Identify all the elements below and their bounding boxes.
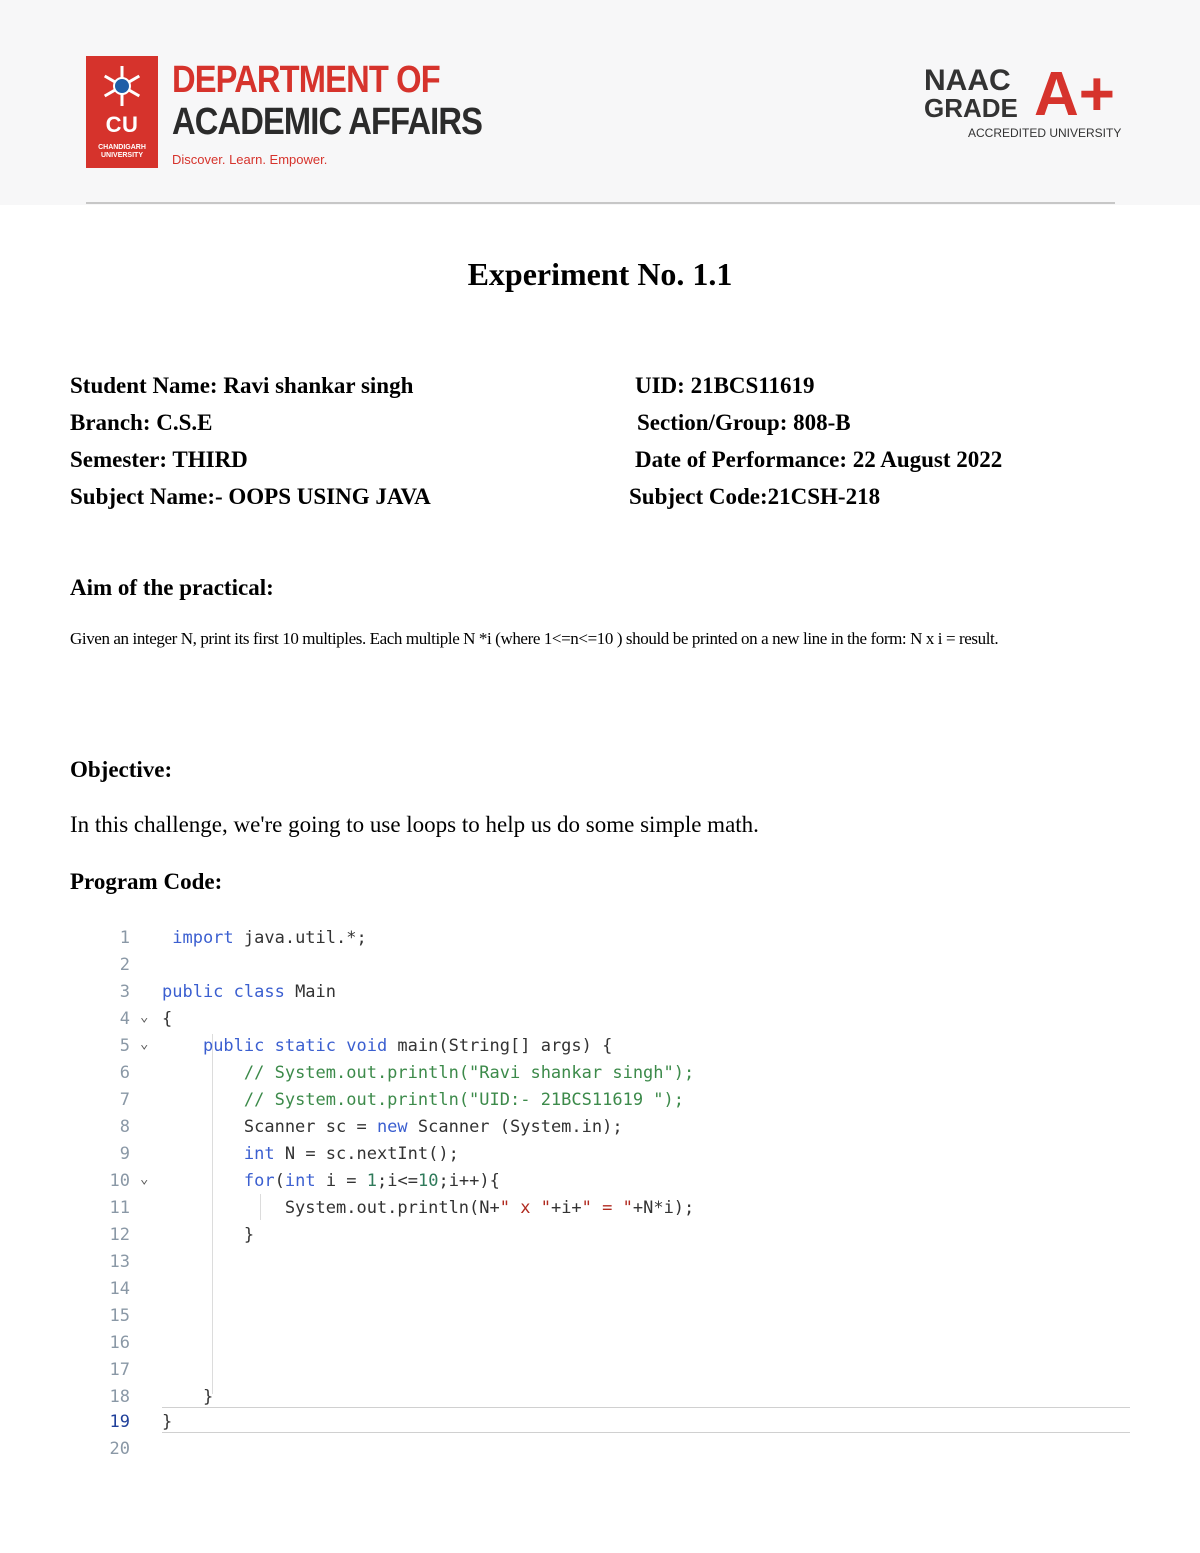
branch: Branch: C.S.E: [70, 410, 213, 435]
department-title-line1: DEPARTMENT OF: [172, 59, 440, 101]
line-number: 1: [119, 928, 130, 948]
department-title-line2: ACADEMIC AFFAIRS: [172, 101, 483, 143]
code-line: [100, 1036, 1130, 1062]
objective-heading: Objective:: [70, 757, 173, 782]
code-line: [100, 1009, 1130, 1035]
tagline: Discover. Learn. Empower.: [172, 152, 328, 167]
code-line: [100, 1439, 1130, 1465]
page-title: Experiment No. 1.1: [467, 256, 733, 292]
code-line: [100, 1279, 1130, 1305]
fold-chevron-icon[interactable]: ⌄: [140, 1171, 149, 1187]
code-text: Scanner sc = new Scanner (System.in);: [162, 1117, 623, 1137]
code-text: int N = sc.nextInt();: [243, 1144, 459, 1164]
line-number: 13: [109, 1252, 130, 1272]
code-text: }: [162, 1412, 173, 1432]
code-line: [100, 1387, 1130, 1413]
line-number: 4: [119, 1009, 130, 1029]
code-line: [100, 1117, 1130, 1143]
line-number: 18: [109, 1387, 130, 1407]
code-line: [100, 1360, 1130, 1386]
code-line: [100, 1225, 1130, 1251]
code-line: [100, 982, 1130, 1008]
code-text: for(int i = 1;i<=10;i++){: [243, 1171, 500, 1191]
grade-label: GRADE: [924, 93, 1018, 123]
code-text: public static void main(String[] args) {: [202, 1036, 613, 1056]
line-number: 15: [109, 1306, 130, 1326]
code-text: import java.util.*;: [162, 928, 367, 948]
line-number: 8: [119, 1117, 130, 1137]
code-text: // System.out.println("UID:- 21BCS11619 ");: [243, 1090, 684, 1110]
subject-code: Subject Code:21CSH-218: [629, 484, 881, 509]
code-line: [100, 1090, 1130, 1116]
code-text: System.out.println(N+" x "+i+" = "+N*i);: [162, 1198, 695, 1218]
student-name: Student Name: Ravi shankar singh: [70, 373, 414, 398]
section-group: Section/Group: 808-B: [637, 410, 851, 435]
line-number: 6: [119, 1063, 130, 1083]
line-number: 20: [109, 1439, 130, 1459]
semester: Semester: THIRD: [70, 447, 248, 472]
line-number: 11: [109, 1198, 130, 1218]
code-line: [100, 928, 1130, 954]
header-divider: [86, 202, 1115, 204]
code-text: {: [162, 1009, 173, 1029]
line-number: 19: [109, 1412, 130, 1432]
objective-text: In this challenge, we're going to use loops to help us do some simple math.: [70, 812, 759, 837]
code-text: public class Main: [162, 982, 337, 1002]
accredited-label: ACCREDITED UNIVERSITY: [968, 126, 1122, 140]
code-line: [100, 1063, 1130, 1089]
logo-subtext: CHANDIGARH UNIVERSITY: [98, 144, 146, 159]
fold-chevron-icon[interactable]: ⌄: [140, 1036, 149, 1052]
code-line: [100, 1333, 1130, 1359]
snowflake-emblem-icon: [98, 62, 146, 110]
line-number: 2: [119, 955, 130, 975]
naac-badge: [924, 60, 1124, 146]
line-number: 5: [119, 1036, 130, 1056]
date-of-performance: Date of Performance: 22 August 2022: [635, 447, 1003, 472]
code-line: [100, 1412, 1130, 1438]
code-line: [100, 1171, 1130, 1197]
code-text: // System.out.println("Ravi shankar singh");: [243, 1063, 695, 1083]
line-number: 14: [109, 1279, 130, 1299]
code-line: [100, 1144, 1130, 1170]
logo-text: CU: [105, 112, 139, 137]
aim-text: Given an integer N, print its first 10 multiples. Each multiple N *i (where 1<=n<=10 ) should be printed on a new line in the form: N x i = result.: [70, 629, 999, 648]
subject-name: Subject Name:- OOPS USING JAVA: [70, 484, 431, 509]
aim-heading: Aim of the practical:: [70, 575, 274, 600]
line-number: 10: [109, 1171, 130, 1191]
fold-chevron-icon[interactable]: ⌄: [140, 1009, 149, 1025]
grade-value: A+: [1034, 60, 1115, 129]
line-number: 12: [109, 1225, 130, 1245]
uid: UID: 21BCS11619: [635, 373, 815, 398]
line-number: 7: [119, 1090, 130, 1110]
code-line: [100, 955, 1130, 981]
line-number: 3: [119, 982, 130, 1002]
program-code-heading: Program Code:: [70, 869, 223, 894]
line-number: 16: [109, 1333, 130, 1353]
code-text: }: [162, 1225, 255, 1245]
university-logo: [86, 56, 158, 168]
code-line: [100, 1198, 1130, 1224]
code-line: [100, 1252, 1130, 1278]
line-number: 17: [109, 1360, 130, 1380]
naac-label: NAAC: [924, 64, 1011, 97]
line-number: 9: [119, 1144, 130, 1164]
code-text: }: [162, 1387, 214, 1407]
code-line: [100, 1306, 1130, 1332]
